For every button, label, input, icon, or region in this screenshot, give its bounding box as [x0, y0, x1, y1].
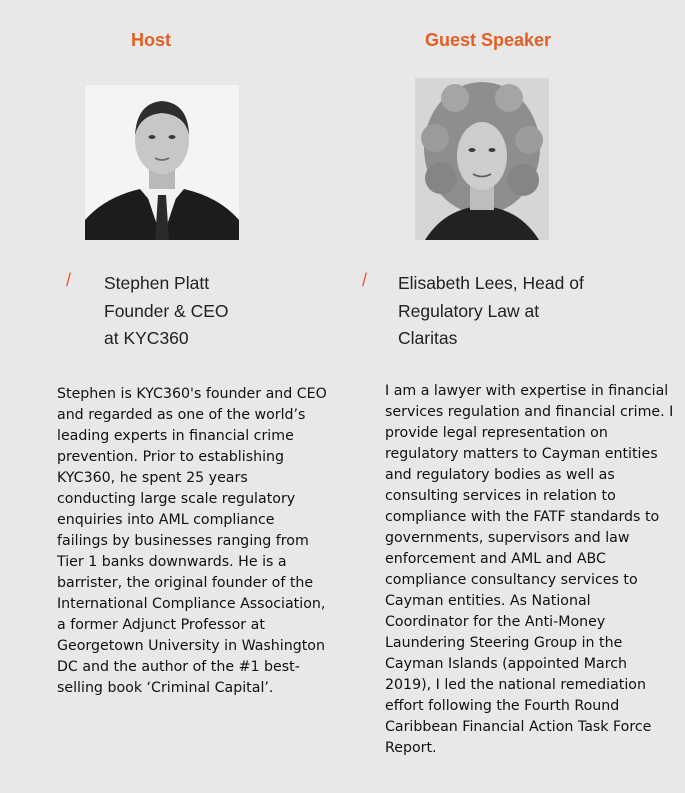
- guest-company: Claritas: [398, 328, 458, 348]
- guest-name-title: [398, 270, 638, 353]
- host-name-title: [104, 270, 304, 353]
- host-bio: Stephen is KYC360's founder and CEO and regarded as one of the world’s leading experts in financial crime prevention. Prior to establishing KYC360, he spent 25 years conducting large scale regulatory enquiries into AML compliance failings by businesses ranging from Tier 1 banks downwards. He is a barrister, the original founder of the International Compliance Association, a former Adjunct Professor at Georgetown University in Washington DC and the author of the #1 best-selling book ‘Criminal Capital’.: [57, 386, 327, 696]
- host-slash-marker: /: [66, 270, 72, 290]
- portrait-photo-icon: [85, 85, 239, 240]
- host-company: at KYC360: [104, 328, 189, 348]
- host-portrait-photo: [85, 85, 239, 240]
- guest-bio: I am a lawyer with expertise in financial services regulation and financial crime. I provide legal representation on regulatory matters to Cayman entities and regulatory bodies as well as consulting services in relation to compliance with the FATF standards to governments, supervisors and law enforcement and AML and ABC compliance consultancy services to Cayman entities. As National Coordinator for the Anti-Money Laundering Steering Group in the Cayman Islands (appointed March 2019), I led the national remediation effort following the Fourth Round Caribbean Financial Action Task Force Report.: [385, 383, 674, 756]
- guest-slash-marker: /: [362, 270, 368, 290]
- portrait-photo-icon: [415, 78, 549, 240]
- guest-role-heading: Guest Speaker: [425, 30, 552, 50]
- host-name: Stephen Platt: [104, 273, 210, 293]
- host-role-heading: Host: [131, 30, 171, 50]
- host-title: Founder & CEO: [104, 300, 229, 321]
- guest-name: Elisabeth Lees, Head of: [398, 273, 584, 293]
- guest-title: Regulatory Law at: [398, 300, 540, 321]
- guest-portrait-photo: [415, 78, 549, 240]
